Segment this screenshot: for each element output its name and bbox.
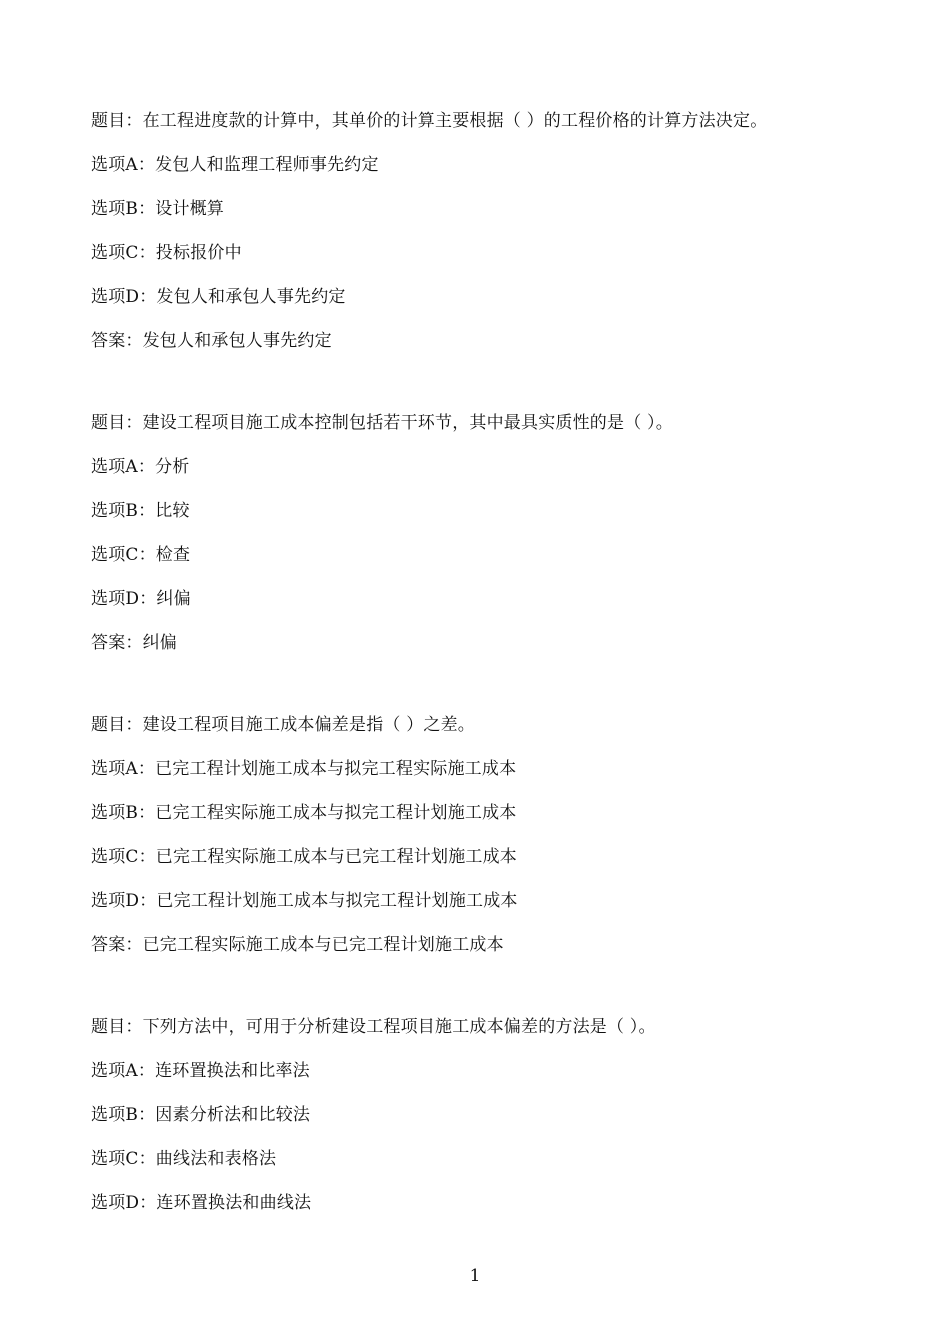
question-3-option-a: 选项A：已完工程计划施工成本与拟完工程实际施工成本 [91, 759, 517, 779]
question-3-option-b: 选项B：已完工程实际施工成本与拟完工程计划施工成本 [91, 803, 517, 823]
page-number: 1 [469, 1266, 481, 1286]
question-3-text: 题目：建设工程项目施工成本偏差是指（ ）之差。 [91, 715, 476, 735]
question-4-option-c: 选项C：曲线法和表格法 [91, 1149, 277, 1169]
question-1-option-a: 选项A：发包人和监理工程师事先约定 [91, 155, 379, 175]
question-1-answer: 答案：发包人和承包人事先约定 [91, 331, 332, 351]
question-2-option-b: 选项B：比较 [91, 501, 190, 521]
question-3-option-c: 选项C：已完工程实际施工成本与已完工程计划施工成本 [91, 847, 518, 867]
question-4-option-a: 选项A：连环置换法和比率法 [91, 1061, 310, 1081]
question-2-text: 题目：建设工程项目施工成本控制包括若干环节，其中最具实质性的是（ ）。 [91, 413, 673, 433]
question-1-option-d: 选项D：发包人和承包人事先约定 [91, 287, 346, 307]
question-4-text: 题目：下列方法中，可用于分析建设工程项目施工成本偏差的方法是（ ）。 [91, 1017, 656, 1037]
question-2-answer: 答案：纠偏 [91, 633, 177, 653]
question-4-option-b: 选项B：因素分析法和比较法 [91, 1105, 311, 1125]
question-2-option-a: 选项A：分析 [91, 457, 190, 477]
question-3-option-d: 选项D：已完工程计划施工成本与拟完工程计划施工成本 [91, 891, 518, 911]
question-3-answer: 答案：已完工程实际施工成本与已完工程计划施工成本 [91, 935, 504, 955]
question-2-option-c: 选项C：检查 [91, 545, 191, 565]
question-4-option-d: 选项D：连环置换法和曲线法 [91, 1193, 312, 1213]
question-2-option-d: 选项D：纠偏 [91, 589, 191, 609]
question-1-option-c: 选项C：投标报价中 [91, 243, 242, 263]
question-1-option-b: 选项B：设计概算 [91, 199, 225, 219]
question-1-text: 题目：在工程进度款的计算中，其单价的计算主要根据（ ）的工程价格的计算方法决定。 [91, 111, 768, 131]
